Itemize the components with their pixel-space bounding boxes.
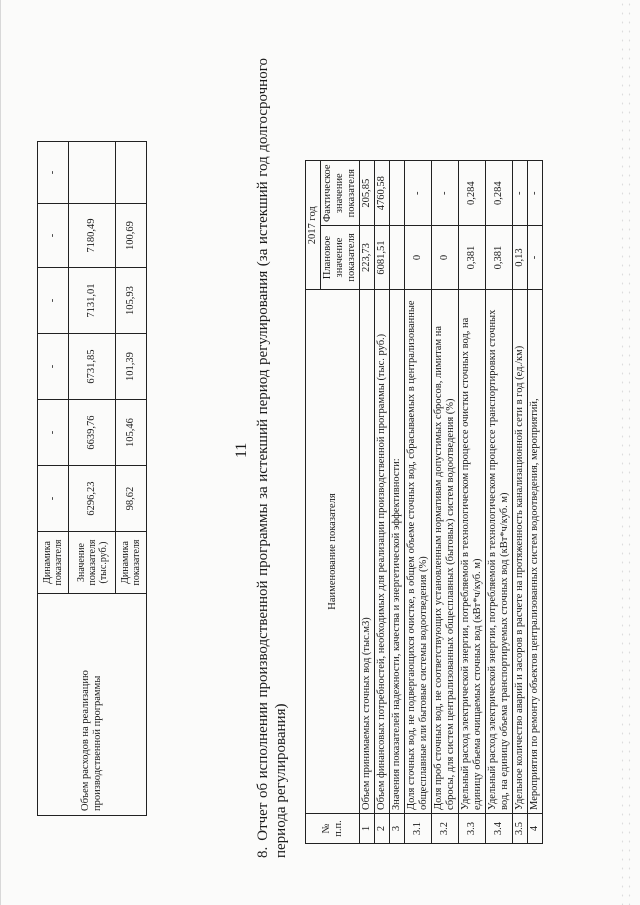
table-cell [69,142,116,204]
table-cell: - [38,204,69,268]
row-actual: 0,284 [459,161,486,226]
row-actual: - [405,161,432,226]
row-name: Мероприятия по ремонту объектов централизованных систем водоотведения, мероприятий, [528,290,543,814]
row-actual: 0,284 [486,161,513,226]
row-actual: 205,85 [360,161,375,226]
table-cell [116,142,147,204]
row-actual: 4760,58 [375,161,390,226]
table-cell: 7180,49 [69,204,116,268]
header-year: 2017 год [306,161,321,290]
row-planned: 0,381 [459,226,486,290]
row-name: Удельный расход электрической энергии, потребляемой в технологическом процессе транспортировки сточных вод, на единицу объема транспортируемых сточных вод (кВт*ч/куб. м) [486,290,513,814]
row-planned: 0 [405,226,432,290]
page-number: 11 [233,442,250,458]
row-planned: 223,73 [360,226,375,290]
table-cell: 105,93 [116,268,147,334]
row-actual: - [528,161,543,226]
row-planned: 0 [432,226,459,290]
table-row [38,142,69,816]
row-num: 2 [375,814,390,844]
row-name: Удельное количество аварий и засоров в расчете на протяженность канализационной сети в год (ед./км) [513,290,528,814]
row-planned [390,226,405,290]
table-cell: - [38,268,69,334]
header-name: Наименование показателя [306,290,360,814]
indicator-label: Динамика показателя [38,532,69,594]
report-table [305,160,543,844]
row-planned: 0,381 [486,226,513,290]
row-actual: - [513,161,528,226]
table-row [432,161,459,844]
table-cell: 7131,01 [69,268,116,334]
row-name: Значения показателей надежности, качества и энергетической эффективности: [390,290,405,814]
scan-noise [619,0,633,905]
row-name: Объем принимаемых сточных вод (тыс.м3) [360,290,375,814]
table-row [486,161,513,844]
indicator-label: Динамика показателя [116,532,147,594]
table-row [459,161,486,844]
row-actual: - [432,161,459,226]
row-name: Доля сточных вод, не подвергающихся очистке, в общем объеме сточных вод, сбрасываемых в централизованные общесплавные или бытовые системы водоотведения (%) [405,290,432,814]
row-planned: 0,13 [513,226,528,290]
table-row [390,161,405,844]
table-cell: 100,69 [116,204,147,268]
table-cell: 98,62 [116,466,147,532]
row-planned: 6081,51 [375,226,390,290]
section-heading [254,58,290,858]
table-cell: - [38,334,69,400]
row-num: 3.4 [486,814,513,844]
expense-table [37,141,147,816]
section-number: 8. [255,846,271,858]
table-cell: - [38,466,69,532]
table-cell: 6639,76 [69,400,116,466]
header-planned: Плановое значение показателя [321,226,360,290]
row-planned: - [528,226,543,290]
expense-row-label: Объем расходов на реализацию производственной программы [38,594,147,816]
table-cell: 6731,85 [69,334,116,400]
row-num: 3.5 [513,814,528,844]
rotated-content [37,36,597,868]
section-title-text: Отчет об исполнении производственной программы за истекший период регулирования (за истекший год долгосрочного периода регулирования) [255,58,289,858]
row-num: 3 [390,814,405,844]
table-row [513,161,528,844]
table-cell: 101,39 [116,334,147,400]
table-row [375,161,390,844]
row-num: 1 [360,814,375,844]
row-num: 4 [528,814,543,844]
table-row [528,161,543,844]
table-cell: 105,46 [116,400,147,466]
indicator-label: Значение показателя (тыс.руб.) [69,532,116,594]
row-num: 3.1 [405,814,432,844]
table-row [405,161,432,844]
table-row [360,161,375,844]
header-actual: Фактическое значение показателя [321,161,360,226]
table-cell: - [38,400,69,466]
table-cell: 6296,23 [69,466,116,532]
header-num: № п.п. [306,814,360,844]
row-name: Объем финансовых потребностей, необходимых для реализации производственной программы (тыс. руб.) [375,290,390,814]
table-cell: - [38,142,69,204]
row-num: 3.2 [432,814,459,844]
table-header-row [306,161,321,844]
row-num: 3.3 [459,814,486,844]
row-name: Удельный расход электрической энергии, потребляемой в технологическом процессе очистки сточных вод, на единицу объема очищаемых сточных вод (кВт*ч/куб. м) [459,290,486,814]
row-actual [390,161,405,226]
row-name: Доля проб сточных вод, не соответствующих установленным нормативам допустимых сбросов, лимитам на сбросы, для систем централизованных общесплавных (бытовых) систем водоотведения (%) [432,290,459,814]
